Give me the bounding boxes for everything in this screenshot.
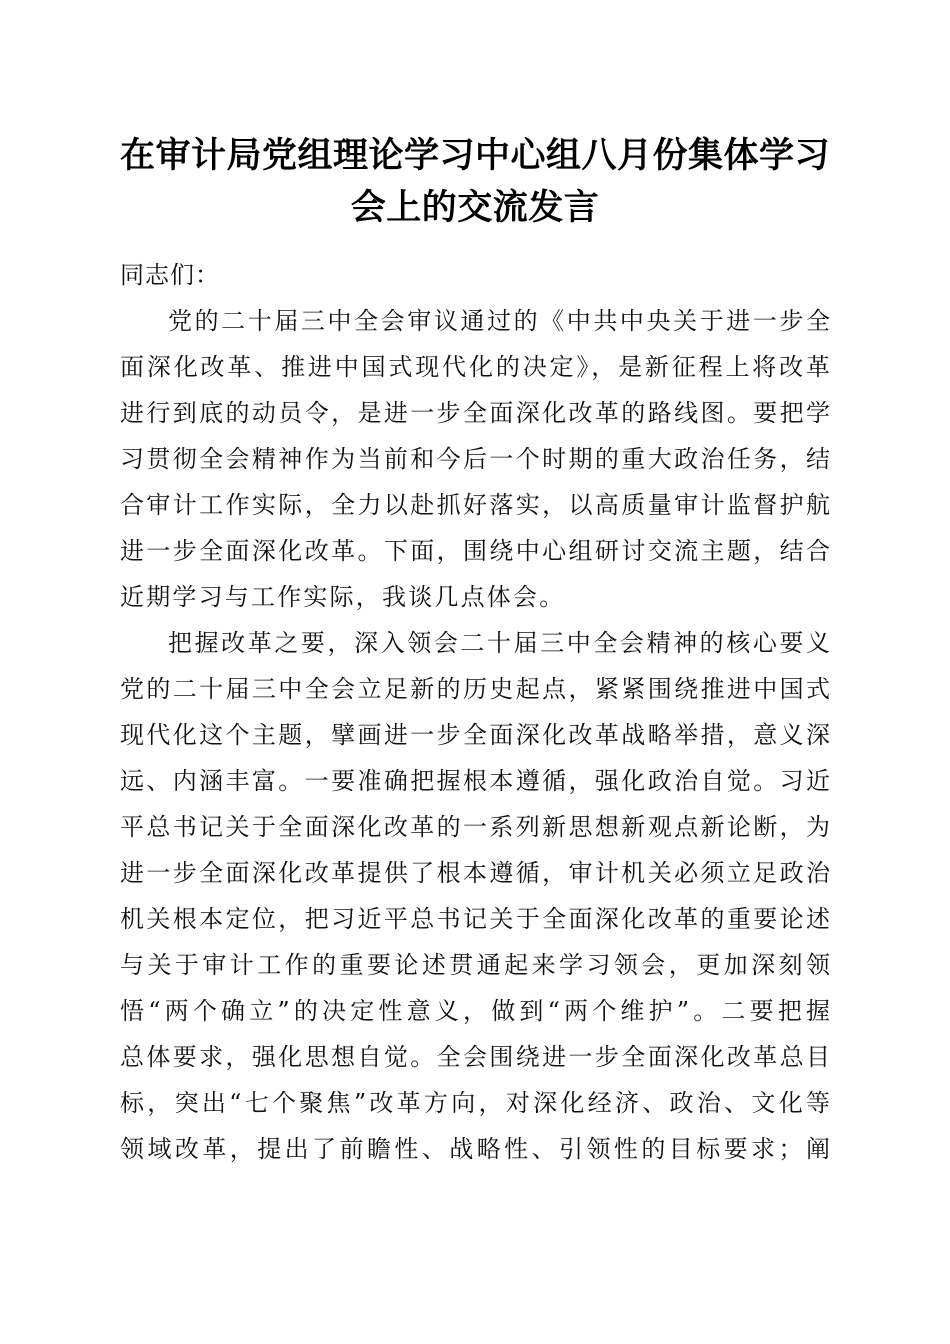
text-line: 领域改革，提出了前瞻性、战略性、引领性的目标要求；阐 [120,1135,830,1163]
salutation: 同志们： [120,261,220,289]
text-line: 总体要求，强化思想自觉。全会围绕进一步全面深化改革总目 [120,1043,830,1071]
text-line: 习贯彻全会精神作为当前和今后一个时期的重大政治任务，结 [120,445,830,473]
text-line: 近期学习与工作实际，我谈几点体会。 [120,583,566,611]
text-line: 进一步全面深化改革提供了根本遵循，审计机关必须立足政治 [120,859,830,887]
text-line: 合审计工作实际，全力以赴抓好落实，以高质量审计监督护航 [120,491,830,519]
document-title [110,130,840,234]
text-line: 与关于审计工作的重要论述贯通起来学习领会，更加深刻领 [120,951,830,979]
text-line: 现代化这个主题，擘画进一步全面深化改革战略举措，意义深 [120,721,830,749]
text-line: 机关根本定位，把习近平总书记关于全面深化改革的重要论述 [120,905,830,933]
title-line: 会上的交流发言 [350,187,600,228]
section-heading-line: 把握改革之要，深入领会二十届三中全会精神的核心要义 [168,629,830,657]
paragraph-section-1 [120,620,830,1172]
document-body [120,252,830,1172]
paragraph-intro [120,298,830,620]
title-line: 在审计局党组理论学习中心组八月份集体学习 [119,135,830,176]
text-line: 进行到底的动员令，是进一步全面深化改革的路线图。要把学 [120,399,830,427]
text-line: 远、内涵丰富。一要准确把握根本遵循，强化政治自觉。习近 [120,767,830,795]
text-line: 平总书记关于全面深化改革的一系列新思想新观点新论断，为 [120,813,830,841]
text-line: 面深化改革、推进中国式现代化的决定》，是新征程上将改革 [120,353,830,381]
text-line: 标，突出“七个聚焦”改革方向，对深化经济、政治、文化等 [120,1089,830,1117]
text-line: 党的二十届三中全会审议通过的《中共中央关于进一步全 [168,307,830,335]
text-line: 进一步全面深化改革。下面，围绕中心组研讨交流主题，结合 [120,537,830,565]
text-line: 悟“两个确立”的决定性意义，做到“两个维护”。二要把握 [120,997,830,1025]
text-line: 党的二十届三中全会立足新的历史起点，紧紧围绕推进中国式 [120,675,830,703]
